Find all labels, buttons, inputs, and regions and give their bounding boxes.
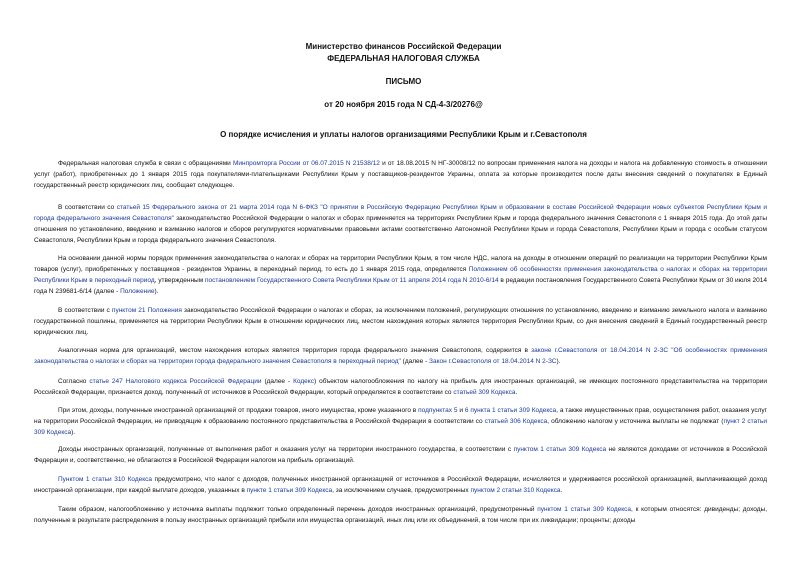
doc-date-number: от 20 ноября 2015 года N СД-4-3/20276@ (324, 100, 483, 109)
paragraph-text: ). (154, 288, 159, 296)
paragraph (34, 405, 767, 438)
paragraph (34, 376, 767, 398)
document-link[interactable]: Положение (120, 288, 155, 296)
paragraph (34, 474, 767, 496)
paragraph-text: не являются доходами от источников в Российской Федерации и, соответственно, не облагаются в Российской Федерации налогом на прибыль организаций. (34, 446, 767, 465)
document-link[interactable]: пунктом 21 Положения (111, 307, 182, 314)
document-link[interactable]: Пунктом 1 статьи 310 Кодекса (58, 476, 153, 483)
header-ministry: Министерство финансов Российской Федерации (305, 42, 502, 51)
document-link[interactable]: пунктом 2 статьи 310 Кодекса (470, 487, 561, 495)
paragraph (34, 504, 767, 526)
paragraph-text: Таким образом, налогообложению у источника выплаты подлежит только определенный перечень доходов иностранных организаций, предусмотренный (58, 506, 538, 513)
paragraph-text: , за исключением случаев, предусмотренных (332, 487, 471, 495)
paragraph-text: При этом, доходы, полученные иностранной организацией от продажи товаров, иного имущества, кроме указанного в (58, 407, 419, 414)
document-link[interactable]: постановлением Государственного Совета Республики Крым от 11 апреля 2014 года N 2010-6/14 (205, 277, 499, 285)
document-link[interactable]: пункте 1 статьи 309 Кодекса (246, 487, 333, 495)
paragraph (34, 305, 767, 338)
doc-title: О порядке исчисления и уплаты налогов организациями Республики Крым и г.Севастополя (220, 130, 587, 139)
paragraph-text: в редакции постановления Государственного Совета Республики Крым от 30 июля 2014 года N 239681-6/14 (далее - (34, 277, 767, 296)
doc-type: ПИСЬМО (385, 77, 422, 86)
paragraph-text: законодательство Российской Федерации о налогах и сборах, за исключением положений, регулирующих отношения по установлению, введению и взиманию земельного налога и взиманию государственной пошлины, применяется на территории Республики Крым в отношении юридических лиц, местом нахождения которых является территория Республики Крым, со дня внесения сведений в Единый государственный реестр юридических лиц. (34, 307, 767, 337)
paragraph-text: законодательство Российской Федерации о налогах и сборах применяется на территориях Республики Крым и города федерального значения Севастополя с 1 января 2015 года. До этой даты отношения по установлению, введению и взиманию налогов и сборов регулируются нормативными правовыми актами соответственно Автономной Республики Крым и города Севастополя, Республики Крым и города с особым статусом Севастополя, Республики Крым и города федерального значения Севастополя. (34, 215, 767, 245)
paragraph-text: . (560, 487, 563, 495)
paragraph-text: В соответствии с (58, 307, 112, 314)
paragraph (34, 158, 767, 191)
paragraph (34, 253, 767, 297)
document-link[interactable]: Кодекс (293, 378, 314, 385)
header-service: ФЕДЕРАЛЬНАЯ НАЛОГОВАЯ СЛУЖБА (327, 54, 480, 63)
paragraph (34, 345, 767, 367)
paragraph-text: Федеральная налоговая служба в связи с обращениями (58, 160, 233, 167)
paragraph-text: , утвержденным (154, 277, 206, 285)
paragraph-text: предусмотрено, что налог с доходов, полученных иностранной организацией от источников в Российской Федерации, исчисляется и удерживается российской организацией, выплачивающей доход иностранной организации, при каждой выплате доходов, указанных в (34, 476, 768, 495)
paragraph-text: , к которым относятся: дивиденды; доходы, полученные в результате распределения в пользу иностранных организаций прибыли или имущества организаций, иных лиц или их объединений, в том числе при их ликвидации; проценты; доходы (34, 506, 768, 525)
paragraph-text: На основании данной нормы порядок применения законодательства о налогах и сборах на территории Республики Крым, в том числе НДС, налога на доходы в отношении операций по реализации на территории Республики Крым товаров (услуг), приобретенных у поставщиков - резидентов Украины, в переходный период, то есть до 1 января 2015 года, определяется (34, 255, 767, 274)
document-link[interactable]: пунктом 1 статьи 309 Кодекса (513, 446, 607, 453)
paragraph-text: Доходы иностранных организаций, полученные от выполнения работ и оказания услуг на территории иностранного государства, в соответствии с (58, 446, 514, 453)
paragraph (34, 444, 767, 466)
document-link[interactable]: статьей 306 Кодекса (484, 418, 548, 426)
paragraph-text: . (515, 389, 518, 397)
paragraph-text: , обложению налогом у источника выплаты не подлежат ( (547, 418, 724, 426)
document-link[interactable]: Положением об особенностях применения законодательства о налогах и сборах на территории Республики Крым в переходный период (34, 266, 767, 285)
document-link[interactable]: законе г.Севастополя от 18.04.2014 N 2-ЗС "Об особенностях применения законодательства о налогах и сборах на территории города федерального значения Севастополя в переходный период" (34, 347, 767, 366)
paragraph-text: и от 18.08.2015 N НГ-30008/12 по вопросам применения налога на доходы и налога на добавленную стоимость в отношении услуг (работ), приобретенных до 1 января 2015 года покупателями-плательщиками Республики Крым у поставщиков-резидентов Украины, оплата за которые производится после даты внесения сведений о покупателях в Единый государственный реестр юридических лиц, сообщает следующее. (34, 160, 767, 190)
document-link[interactable]: статьей 15 Федерального закона от 21 марта 2014 года N 6-ФКЗ "О принятии в Российскую Федерацию Республики Крым и образовании в составе Российской Федерации новых субъектов Республики Крым и города федерального значения Севастополя" (34, 204, 767, 223)
document-link[interactable]: 6 пункта 1 статьи 309 Кодекса (464, 407, 557, 414)
document-link[interactable]: статьей 309 Кодекса (453, 389, 516, 397)
document-link[interactable]: Минпромторга России от 06.07.2015 N 21538/12 (232, 160, 380, 167)
paragraph-text: Согласно (58, 378, 90, 385)
paragraph (34, 202, 767, 246)
paragraph-text: Аналогичная норма для организаций, местом нахождения которых является территория города федерального значения Севастополя, содержится в (58, 347, 532, 354)
paragraph-text: (далее - (261, 378, 294, 385)
paragraph-text: ) объектом налогообложения по налогу на прибыль для иностранных организаций, не имеющих постоянного представительства на территории Российской Федерации, признается доход, полученный от источников в Российской Федерации, который определяется в соответствии со (34, 378, 767, 397)
paragraph-text: , а также имущественных прав, осуществления работ, оказания услуг на территории Российской Федерации, не приводящие к образованию постоянного представительства в Российской Федерации в соответствии со (34, 407, 767, 426)
paragraph-text: ). (556, 358, 561, 366)
document-link[interactable]: Закон г.Севастополя от 18.04.2014 N 2-ЗС (429, 358, 557, 366)
document-link[interactable]: статье 247 Налогового кодекса Российской Федерации (89, 378, 262, 385)
document-link[interactable]: подпунктах 5 (418, 407, 458, 414)
document-link[interactable]: пункт 2 статьи 309 Кодекса (34, 418, 767, 437)
paragraph-text: и (457, 407, 465, 414)
paragraph-text: В соответствии со (58, 204, 117, 211)
paragraph-text: ). (71, 429, 76, 437)
document-link[interactable]: пунктом 1 статьи 309 Кодекса (537, 506, 632, 513)
paragraph-text: (далее - (400, 358, 430, 366)
